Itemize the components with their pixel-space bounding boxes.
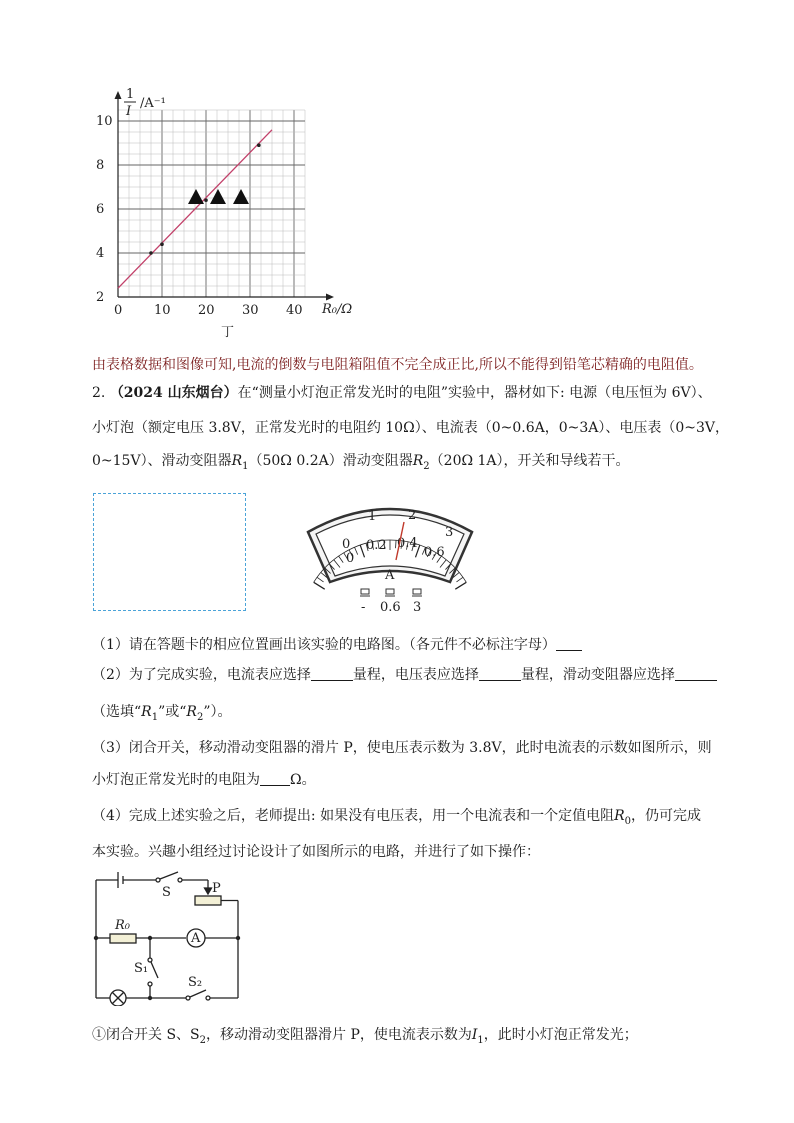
q2-part4-line2: 本实验。兴趣小组经过讨论设计了如图所示的电路，并进行了如下操作： [92, 844, 540, 860]
terminal-0.6: 0.6 [380, 600, 401, 615]
ammeter-symbol: A [385, 568, 395, 583]
data-point [149, 251, 153, 255]
y-label-denominator: I [126, 104, 132, 119]
q2-step1: ①闭合开关 S、$S_2$，移动滑动变阻器滑片 P，使电流表示数为$I_1$，此时小灯泡正常发光； [92, 1027, 638, 1046]
answer-drawing-box[interactable] [93, 493, 246, 611]
label-s2: S₂ [188, 975, 203, 990]
data-point [257, 143, 261, 147]
conclusion-text: 由表格数据和图像可知,电流的倒数与电阻箱阻值不完全成正比,所以不能得到铅笔芯精确的电阻值。 [92, 357, 703, 373]
y-tick-label: 4 [96, 246, 105, 261]
x-tick-label: 0 [114, 303, 123, 318]
q2-part1: （1）请在答题卡的相应位置画出该实验的电路图。（各元件不必标注字母） [92, 635, 582, 655]
q2-part3-line1: （3）闭合开关，移动滑动变阻器的滑片 P，使电压表示数为 3.8V，此时电流表的示数如图所示，则 [92, 740, 712, 756]
data-point [204, 198, 208, 202]
label-switch-s: S [162, 885, 171, 900]
answer-blank-1[interactable] [556, 635, 582, 651]
q2-line1: 2. （2024 山东烟台）在“测量小灯泡正常发光时的电阻”实验中，器材如下: 电源（电压恒为 6V）、 [92, 385, 712, 401]
switch-s2-blade [190, 990, 206, 997]
ammeter-bottom-scale-0: 0 [346, 551, 355, 566]
y-tick-label: 10 [96, 114, 113, 129]
x-tick-label: 20 [198, 303, 215, 318]
ammeter-tick [396, 540, 397, 548]
x-tick-label: 30 [242, 303, 259, 318]
graph-caption: 丁 [221, 325, 235, 340]
label-s1: S₁ [134, 961, 149, 976]
q2-part2-options: （选填“$R_1$”或“$R_2$”）。 [92, 704, 232, 723]
ammeter-top-scale-2: 2 [408, 508, 417, 523]
q2-source: （2024 山东烟台） [109, 385, 238, 401]
y-tick-label: 2 [96, 290, 105, 305]
switch-s-blade [160, 872, 178, 879]
y-label-unit: /A⁻¹ [140, 96, 166, 111]
ammeter-top-scale-0: 0 [342, 537, 351, 552]
answer-blank-ammeter-range[interactable] [311, 665, 353, 681]
ammeter-top-scale-1: 1 [368, 509, 377, 524]
resistor-r0 [110, 934, 136, 943]
ammeter-tick [317, 577, 323, 582]
ammeter-terminals [360, 589, 422, 596]
y-label-numerator: 1 [126, 87, 135, 102]
x-axis-arrow [326, 294, 334, 301]
answer-blank-resistance[interactable] [260, 770, 290, 786]
label-slider-p: P [212, 881, 221, 896]
watermark-triangle [188, 189, 204, 204]
switch-s1-blade [151, 962, 158, 978]
x-axis-label: R₀/Ω [322, 302, 353, 317]
x-tick-label: 10 [154, 303, 171, 318]
label-r0: R₀ [115, 918, 130, 933]
ammeter-bottom-scale-3: 0.6 [424, 545, 445, 560]
graph [90, 85, 370, 345]
ammeter-bottom-scale-1: 0.2 [366, 538, 387, 553]
ammeter-figure [300, 490, 480, 615]
y-axis-arrow [115, 91, 122, 99]
label-ammeter: A [191, 931, 201, 946]
y-tick-label: 6 [96, 202, 105, 217]
rheostat [195, 896, 221, 905]
ammeter-tick [456, 577, 462, 582]
q2-number: 2. [92, 385, 106, 401]
ammeter-top-scale-3: 3 [445, 525, 454, 540]
q2-line3: 0~15V）、滑动变阻器$R_1(50\Omega$ 0.2A）滑动变阻器$R_2(20\Omega$ 1A），开关和导线若干。 [92, 453, 630, 472]
circuit-diagram [88, 866, 248, 1006]
answer-blank-voltmeter-range[interactable] [479, 665, 521, 681]
q2-part4-line1: （4）完成上述实验之后，老师提出: 如果没有电压表，用一个电流表和一个定值电阻$R_0$，仍可完成 [92, 808, 701, 827]
watermark-triangle [233, 189, 249, 204]
answer-blank-rheostat[interactable] [675, 665, 717, 681]
data-point [160, 242, 164, 246]
y-tick-label: 8 [96, 158, 105, 173]
ammeter-bottom-scale-2: 0.4 [397, 536, 418, 551]
ammeter-tick [314, 582, 325, 589]
x-tick-label: 40 [286, 303, 303, 318]
terminal-negative: - [361, 600, 366, 615]
q2-line2: 小灯泡（额定电压 3.8V，正常发光时的电阻约 10Ω）、电流表（0~0.6A，0~3A）、电压表（0~3V， [92, 420, 730, 436]
ammeter-tick [455, 582, 466, 589]
q2-part2: （2）为了完成实验，电流表应选择 量程，电压表应选择 量程，滑动变阻器应选择 [92, 665, 717, 685]
terminal-3: 3 [413, 600, 422, 615]
q2-part3-line2: 小灯泡正常发光时的电阻为 Ω。 [92, 772, 316, 788]
